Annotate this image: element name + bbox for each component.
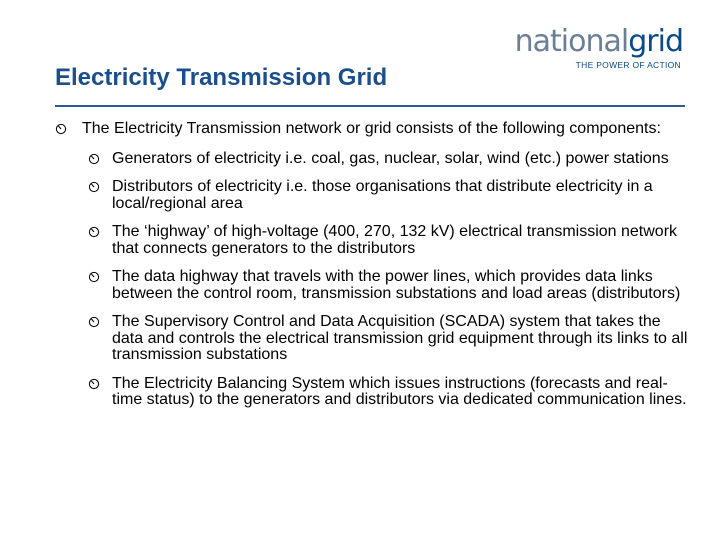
logo-tagline: THE POWER OF ACTION (575, 60, 681, 70)
bullet-icon (88, 151, 102, 167)
main-bullet (55, 121, 695, 138)
sub-bullet (88, 151, 695, 168)
sub-bullet-text: Distributors of electricity i.e. those organisations that distribute electricity in a local/regional area (112, 178, 653, 212)
sub-bullet (88, 314, 695, 364)
sub-bullet (88, 376, 695, 409)
sub-bullet-list (88, 151, 695, 409)
sub-bullet (88, 269, 695, 302)
main-bullet-text: The Electricity Transmission network or grid consists of the following components: (82, 120, 661, 137)
sub-bullet-text: The data highway that travels with the power lines, which provides data links between the control room, transmission substations and load areas (distributors) (112, 268, 681, 302)
bullet-icon (55, 121, 69, 137)
sub-bullet (88, 224, 695, 257)
sub-bullet-text: Generators of electricity i.e. coal, gas, nuclear, solar, wind (etc.) power stations (112, 149, 669, 167)
sub-bullet (88, 179, 695, 212)
bullet-icon (88, 314, 102, 330)
sub-bullet-text: The ‘highway’ of high-voltage (400, 270, 132 kV) electrical transmission network that connects generators to the distributors (112, 223, 678, 257)
bullet-list (55, 121, 695, 421)
slide-title: Electricity Transmission Grid (55, 64, 388, 91)
bullet-icon (88, 376, 102, 392)
bullet-icon (88, 224, 102, 240)
logo-word-grid: grid (628, 24, 683, 59)
bullet-icon (88, 179, 102, 195)
bullet-icon (88, 269, 102, 285)
logo-wordmark (515, 26, 683, 58)
sub-bullet-text: The Electricity Balancing System which issues instructions (forecasts and real-time status) to the generators and distributors via dedicated communication lines. (112, 374, 687, 408)
logo-word-national: national (514, 24, 629, 59)
title-divider (55, 105, 685, 107)
sub-bullet-text: The Supervisory Control and Data Acquisition (SCADA) system that takes the data and controls the electrical transmission grid equipment through its links to all transmission substations (112, 313, 688, 363)
national-grid-logo (515, 26, 683, 70)
